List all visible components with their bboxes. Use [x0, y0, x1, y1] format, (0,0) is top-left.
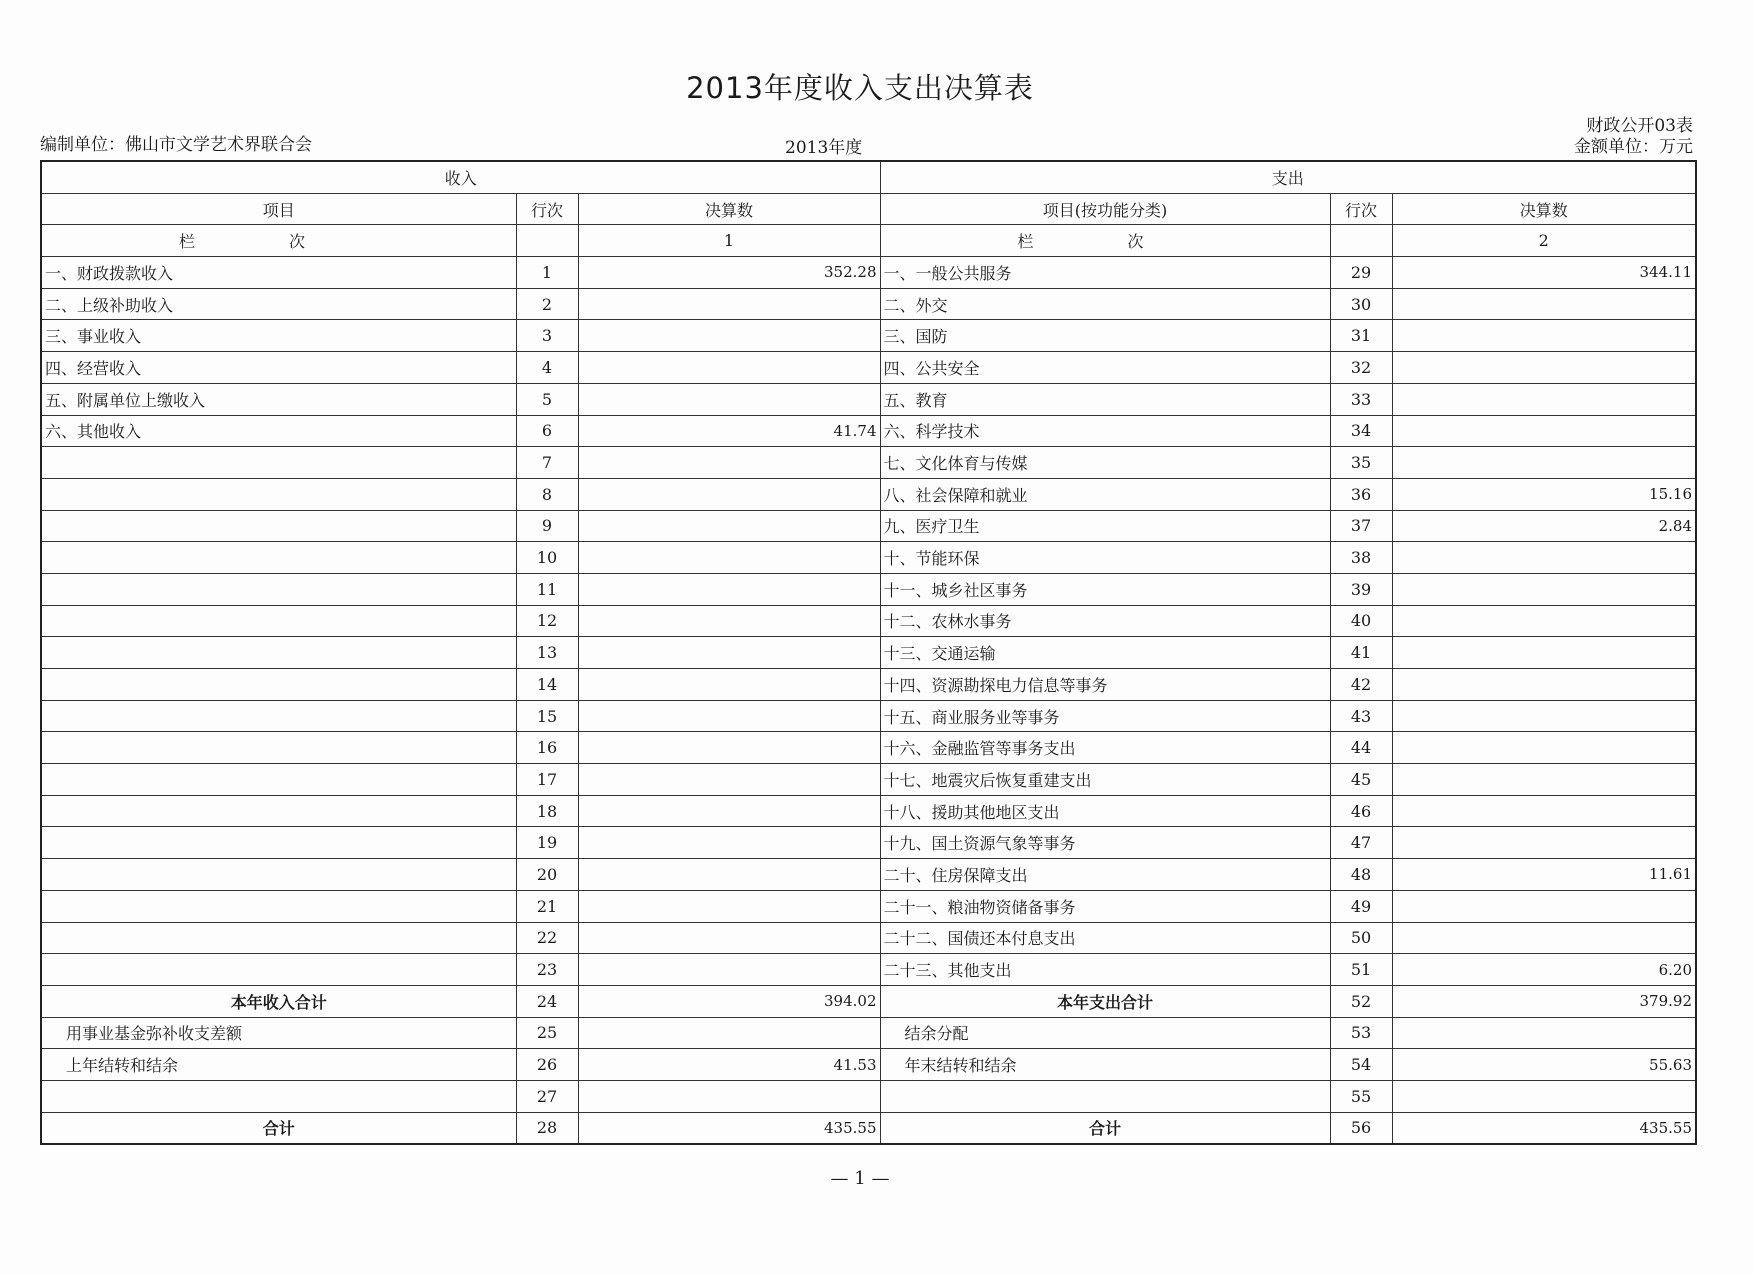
income-item — [41, 478, 516, 510]
income-item — [41, 859, 516, 891]
income-item — [41, 700, 516, 732]
income-row-no: 25 — [516, 1017, 578, 1049]
income-row-no: 4 — [516, 352, 578, 384]
income-row-no: 10 — [516, 542, 578, 574]
table-row — [41, 700, 1696, 732]
fiscal-year: 2013年度 — [785, 138, 863, 158]
table-row — [41, 320, 1696, 352]
expense-amount: 15.16 — [1392, 478, 1696, 510]
income-total-item: 用事业基金弥补收支差额 — [41, 1017, 516, 1049]
table-row — [41, 257, 1696, 289]
col-index: 2 — [1392, 225, 1696, 257]
expense-item: 三、国防 — [880, 320, 1330, 352]
total-row — [41, 1049, 1696, 1081]
lan-label: 栏 — [178, 232, 195, 252]
table-row — [41, 827, 1696, 859]
income-item: 三、事业收入 — [41, 320, 516, 352]
income-item — [41, 669, 516, 701]
expense-row-no: 32 — [1330, 352, 1392, 384]
expense-item: 一、一般公共服务 — [880, 257, 1330, 289]
income-amount — [578, 732, 880, 764]
expense-amount: 379.92 — [1392, 985, 1696, 1017]
amount-unit: 金额单位：万元 — [1574, 137, 1693, 157]
expense-item: 二十、住房保障支出 — [880, 859, 1330, 891]
income-total-item: 本年收入合计 — [41, 985, 516, 1017]
expense-item: 十四、资源勘探电力信息等事务 — [880, 669, 1330, 701]
income-amount: 435.55 — [578, 1112, 880, 1144]
income-row-no: 18 — [516, 795, 578, 827]
expense-header: 支出 — [880, 161, 1696, 193]
expense-amount — [1392, 352, 1696, 384]
income-amount — [578, 669, 880, 701]
expense-amount — [1392, 573, 1696, 605]
table-row — [41, 447, 1696, 479]
income-item: 二、上级补助收入 — [41, 288, 516, 320]
expense-amount — [1392, 605, 1696, 637]
expense-amount — [1392, 764, 1696, 796]
income-amount — [578, 352, 880, 384]
income-amount — [578, 700, 880, 732]
income-row-no: 14 — [516, 669, 578, 701]
expense-total-item: 结余分配 — [880, 1017, 1330, 1049]
income-row-no: 17 — [516, 764, 578, 796]
income-amount — [578, 859, 880, 891]
table-row — [41, 922, 1696, 954]
expense-amount — [1392, 288, 1696, 320]
expense-row-no: 39 — [1330, 573, 1392, 605]
income-row-no: 7 — [516, 447, 578, 479]
income-amount: 41.74 — [578, 415, 880, 447]
col-row-no: 行次 — [516, 193, 578, 225]
expense-amount — [1392, 669, 1696, 701]
income-item — [41, 890, 516, 922]
lan-label: 栏 — [1017, 232, 1034, 252]
expense-total-item: 年末结转和结余 — [880, 1049, 1330, 1081]
expense-amount: 2.84 — [1392, 510, 1696, 542]
income-row-no: 27 — [516, 1080, 578, 1112]
expense-item: 九、医疗卫生 — [880, 510, 1330, 542]
expense-item: 十九、国土资源气象等事务 — [880, 827, 1330, 859]
expense-item: 二十一、粮油物资储备事务 — [880, 890, 1330, 922]
income-amount — [578, 954, 880, 986]
expense-total-item: 本年支出合计 — [880, 985, 1330, 1017]
expense-amount — [1392, 1080, 1696, 1112]
expense-item: 五、教育 — [880, 383, 1330, 415]
table-row — [41, 573, 1696, 605]
income-amount — [578, 795, 880, 827]
income-row-no: 13 — [516, 637, 578, 669]
income-amount — [578, 542, 880, 574]
expense-row-no: 35 — [1330, 447, 1392, 479]
expense-amount — [1392, 542, 1696, 574]
expense-row-no: 53 — [1330, 1017, 1392, 1049]
page-title: 2013年度收入支出决算表 — [686, 71, 1034, 105]
income-item — [41, 447, 516, 479]
table-row — [41, 890, 1696, 922]
income-amount — [578, 764, 880, 796]
expense-row-no: 31 — [1330, 320, 1392, 352]
col-item: 项目 — [41, 193, 516, 225]
expense-item: 二、外交 — [880, 288, 1330, 320]
expense-row-no: 51 — [1330, 954, 1392, 986]
col-amount: 决算数 — [1392, 193, 1696, 225]
income-amount — [578, 637, 880, 669]
col-amount: 决算数 — [578, 193, 880, 225]
expense-row-no: 42 — [1330, 669, 1392, 701]
expense-item: 二十二、国债还本付息支出 — [880, 922, 1330, 954]
expense-item: 十五、商业服务业等事务 — [880, 700, 1330, 732]
table-row — [41, 954, 1696, 986]
expense-amount — [1392, 922, 1696, 954]
income-amount — [578, 383, 880, 415]
col-item-func: 项目(按功能分类) — [880, 193, 1330, 225]
expense-amount: 435.55 — [1392, 1112, 1696, 1144]
expense-total-item: 合计 — [880, 1112, 1330, 1144]
income-row-no: 5 — [516, 383, 578, 415]
income-amount: 394.02 — [578, 985, 880, 1017]
expense-amount: 11.61 — [1392, 859, 1696, 891]
expense-row-no: 30 — [1330, 288, 1392, 320]
income-row-no: 15 — [516, 700, 578, 732]
income-row-no: 11 — [516, 573, 578, 605]
total-row — [41, 985, 1696, 1017]
income-row-no: 19 — [516, 827, 578, 859]
income-row-no: 28 — [516, 1112, 578, 1144]
income-amount — [578, 573, 880, 605]
expense-row-no: 33 — [1330, 383, 1392, 415]
expense-item: 八、社会保障和就业 — [880, 478, 1330, 510]
expense-item: 四、公共安全 — [880, 352, 1330, 384]
income-item: 四、经营收入 — [41, 352, 516, 384]
income-item — [41, 795, 516, 827]
income-item — [41, 637, 516, 669]
form-info — [1574, 116, 1693, 158]
total-row — [41, 1080, 1696, 1112]
expense-amount — [1392, 890, 1696, 922]
expense-row-no: 48 — [1330, 859, 1392, 891]
page-number: — 1 — — [830, 1168, 890, 1189]
income-item — [41, 922, 516, 954]
expense-row-no: 36 — [1330, 478, 1392, 510]
income-item — [41, 542, 516, 574]
expense-item: 六、科学技术 — [880, 415, 1330, 447]
expense-amount — [1392, 827, 1696, 859]
expense-amount — [1392, 795, 1696, 827]
income-item — [41, 764, 516, 796]
expense-item: 十六、金融监管等事务支出 — [880, 732, 1330, 764]
expense-row-no: 40 — [1330, 605, 1392, 637]
income-item — [41, 954, 516, 986]
section-header-row — [41, 161, 1696, 193]
table-row — [41, 352, 1696, 384]
expense-row-no: 45 — [1330, 764, 1392, 796]
expense-row-no: 50 — [1330, 922, 1392, 954]
ci-label: 次 — [288, 232, 305, 252]
expense-row-no: 41 — [1330, 637, 1392, 669]
expense-amount — [1392, 447, 1696, 479]
expense-amount: 344.11 — [1392, 257, 1696, 289]
table-row — [41, 383, 1696, 415]
table-row — [41, 415, 1696, 447]
expense-amount — [1392, 637, 1696, 669]
expense-row-no: 44 — [1330, 732, 1392, 764]
table-row — [41, 669, 1696, 701]
income-row-no: 24 — [516, 985, 578, 1017]
income-item — [41, 573, 516, 605]
total-row — [41, 1017, 1696, 1049]
table-row — [41, 542, 1696, 574]
column-header-row — [41, 193, 1696, 225]
income-total-item: 合计 — [41, 1112, 516, 1144]
income-amount — [578, 605, 880, 637]
col-row-no: 行次 — [1330, 193, 1392, 225]
income-row-no: 6 — [516, 415, 578, 447]
income-header: 收入 — [41, 161, 880, 193]
lan-ci-cell — [880, 225, 1330, 257]
income-item — [41, 510, 516, 542]
income-row-no: 3 — [516, 320, 578, 352]
income-row-no: 9 — [516, 510, 578, 542]
expense-amount: 55.63 — [1392, 1049, 1696, 1081]
expense-item: 二十三、其他支出 — [880, 954, 1330, 986]
income-item — [41, 605, 516, 637]
income-item: 五、附属单位上缴收入 — [41, 383, 516, 415]
expense-row-no: 37 — [1330, 510, 1392, 542]
expense-row-no: 54 — [1330, 1049, 1392, 1081]
income-total-item: 上年结转和结余 — [41, 1049, 516, 1081]
table-row — [41, 795, 1696, 827]
expense-row-no: 49 — [1330, 890, 1392, 922]
expense-item: 十八、援助其他地区支出 — [880, 795, 1330, 827]
table-row — [41, 732, 1696, 764]
table-row — [41, 637, 1696, 669]
income-amount — [578, 447, 880, 479]
expense-row-no: 34 — [1330, 415, 1392, 447]
expense-amount — [1392, 732, 1696, 764]
expense-row-no: 46 — [1330, 795, 1392, 827]
income-item: 六、其他收入 — [41, 415, 516, 447]
income-amount: 352.28 — [578, 257, 880, 289]
budget-table — [40, 160, 1697, 1145]
income-amount — [578, 1080, 880, 1112]
income-row-no: 23 — [516, 954, 578, 986]
expense-amount: 6.20 — [1392, 954, 1696, 986]
table-row — [41, 478, 1696, 510]
expense-amount — [1392, 320, 1696, 352]
income-amount: 41.53 — [578, 1049, 880, 1081]
expense-row-no: 47 — [1330, 827, 1392, 859]
income-row-no: 26 — [516, 1049, 578, 1081]
col-index: 1 — [578, 225, 880, 257]
income-amount — [578, 478, 880, 510]
income-amount — [578, 890, 880, 922]
table-row — [41, 605, 1696, 637]
income-item — [41, 732, 516, 764]
income-amount — [578, 510, 880, 542]
income-item — [41, 827, 516, 859]
expense-amount — [1392, 1017, 1696, 1049]
income-item: 一、财政拨款收入 — [41, 257, 516, 289]
income-row-no: 16 — [516, 732, 578, 764]
form-number: 财政公开03表 — [1586, 116, 1693, 136]
empty-cell — [1330, 225, 1392, 257]
income-amount — [578, 320, 880, 352]
income-row-no: 1 — [516, 257, 578, 289]
total-row — [41, 1112, 1696, 1144]
expense-amount — [1392, 415, 1696, 447]
expense-item: 十、节能环保 — [880, 542, 1330, 574]
income-total-item — [41, 1080, 516, 1112]
income-row-no: 2 — [516, 288, 578, 320]
expense-amount — [1392, 700, 1696, 732]
lan-ci-cell — [41, 225, 516, 257]
income-row-no: 20 — [516, 859, 578, 891]
empty-cell — [516, 225, 578, 257]
expense-item: 七、文化体育与传媒 — [880, 447, 1330, 479]
compiling-unit: 编制单位：佛山市文学艺术界联合会 — [40, 135, 312, 155]
income-amount — [578, 1017, 880, 1049]
table-row — [41, 859, 1696, 891]
expense-item: 十一、城乡社区事务 — [880, 573, 1330, 605]
table-row — [41, 288, 1696, 320]
ci-label: 次 — [1127, 232, 1144, 252]
income-row-no: 21 — [516, 890, 578, 922]
expense-item: 十七、地震灾后恢复重建支出 — [880, 764, 1330, 796]
expense-row-no: 38 — [1330, 542, 1392, 574]
expense-item: 十三、交通运输 — [880, 637, 1330, 669]
income-row-no: 22 — [516, 922, 578, 954]
table-row — [41, 510, 1696, 542]
table-body — [41, 257, 1696, 1145]
income-row-no: 12 — [516, 605, 578, 637]
expense-total-item — [880, 1080, 1330, 1112]
expense-item: 十二、农林水事务 — [880, 605, 1330, 637]
income-amount — [578, 288, 880, 320]
income-amount — [578, 922, 880, 954]
expense-amount — [1392, 383, 1696, 415]
income-amount — [578, 827, 880, 859]
table-row — [41, 764, 1696, 796]
expense-row-no: 56 — [1330, 1112, 1392, 1144]
income-row-no: 8 — [516, 478, 578, 510]
expense-row-no: 29 — [1330, 257, 1392, 289]
column-index-row — [41, 225, 1696, 257]
expense-row-no: 43 — [1330, 700, 1392, 732]
expense-row-no: 55 — [1330, 1080, 1392, 1112]
expense-row-no: 52 — [1330, 985, 1392, 1017]
